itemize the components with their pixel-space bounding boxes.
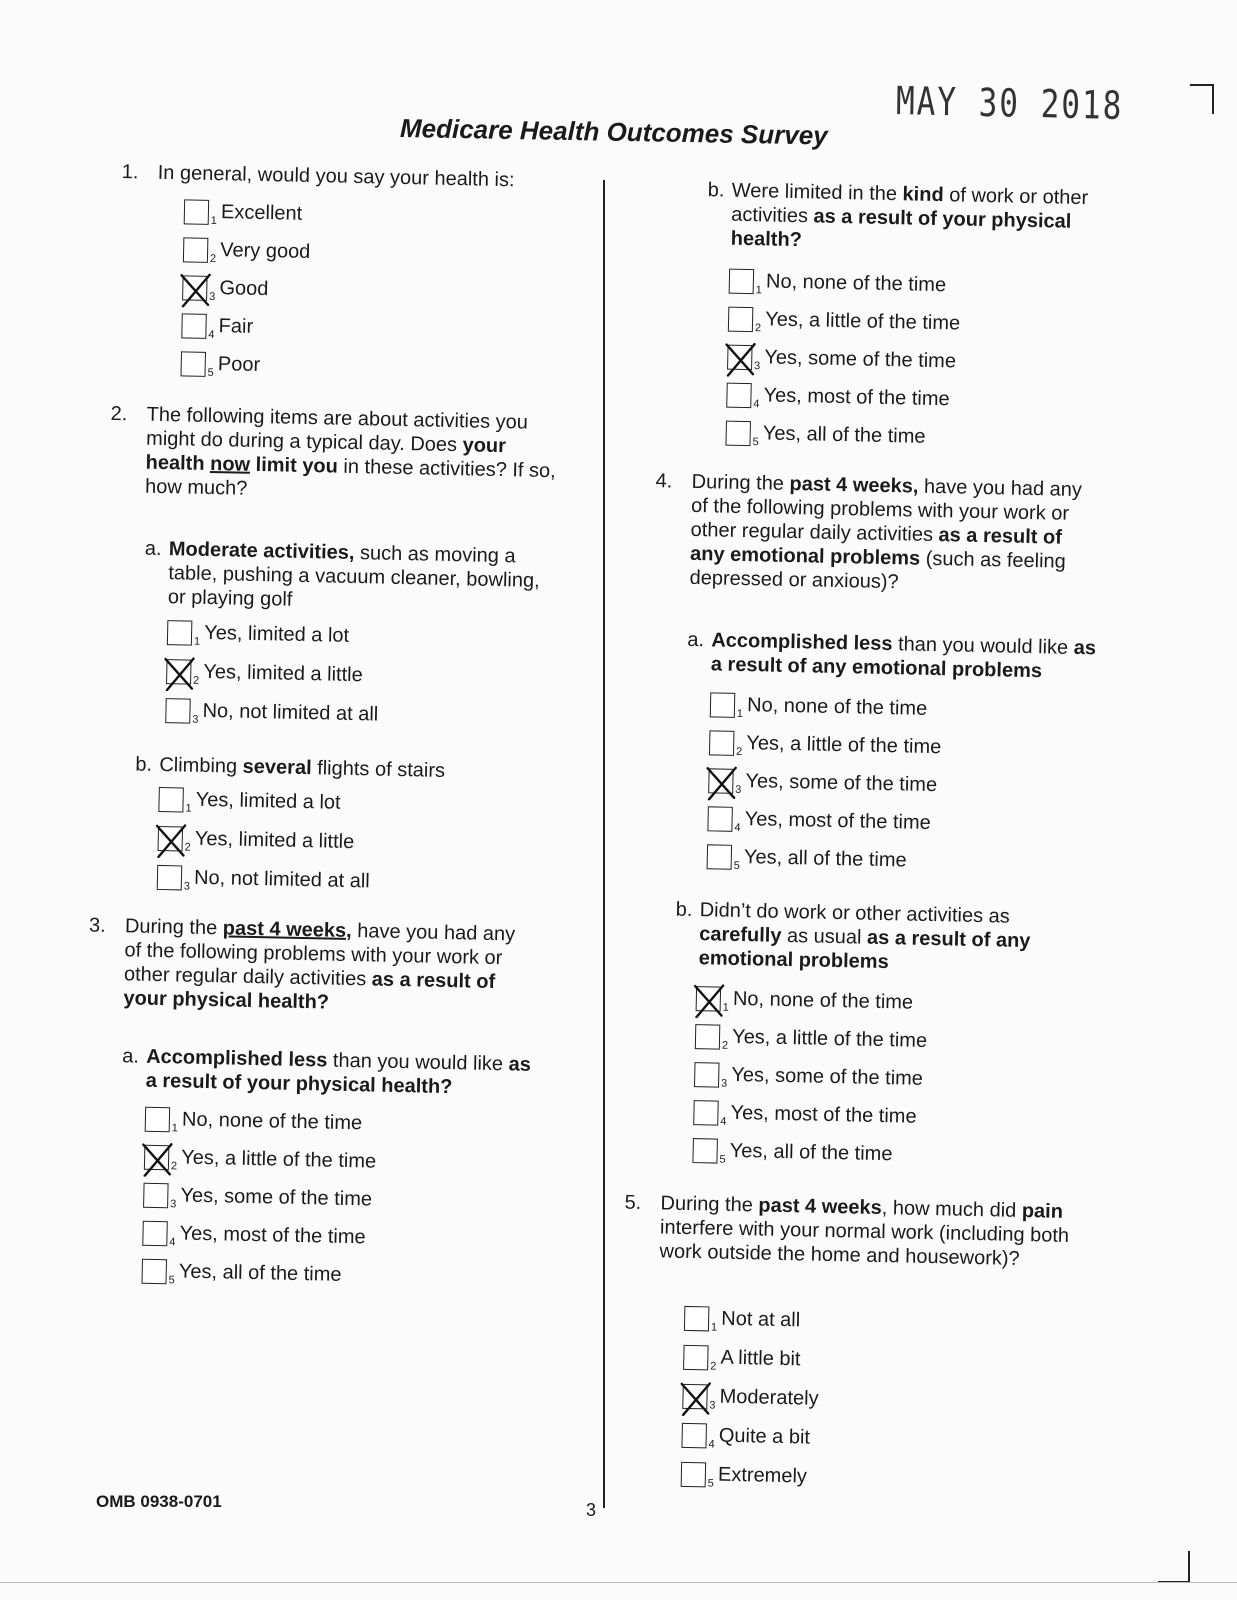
checkbox[interactable] bbox=[707, 845, 733, 871]
checkbox[interactable] bbox=[143, 1183, 169, 1209]
answer-option[interactable] bbox=[708, 766, 937, 801]
option-label: Yes, some of the time bbox=[745, 770, 938, 797]
checkbox[interactable] bbox=[157, 865, 183, 891]
question-text-bold: pain bbox=[1021, 1199, 1064, 1223]
answer-option[interactable] bbox=[184, 197, 303, 229]
option-code: 3 bbox=[209, 290, 216, 304]
option-code: 2 bbox=[754, 322, 762, 335]
option-label: Moderately bbox=[719, 1385, 819, 1410]
option-label: Yes, limited a little bbox=[203, 660, 363, 687]
subquestion-text-bold: as a result of your physical health? bbox=[145, 1053, 532, 1099]
question-number: 2. bbox=[110, 402, 128, 426]
checkbox[interactable] bbox=[182, 276, 208, 302]
option-label: Yes, most of the time bbox=[179, 1222, 366, 1249]
question-text: , how much did bbox=[881, 1197, 1023, 1222]
option-code: 5 bbox=[707, 1477, 714, 1490]
option-label: Good bbox=[219, 277, 269, 301]
option-code: 2 bbox=[735, 745, 743, 759]
answer-option[interactable] bbox=[683, 1343, 801, 1375]
subquestion-text-bold: Moderate activities, bbox=[168, 538, 355, 564]
checkbox[interactable] bbox=[709, 731, 735, 757]
answer-option[interactable] bbox=[681, 1460, 808, 1493]
answer-option[interactable] bbox=[729, 267, 947, 302]
question-3a bbox=[122, 1045, 546, 1101]
option-label: Poor bbox=[217, 353, 261, 376]
option-code: 2 bbox=[170, 1160, 178, 1173]
corner-mark-bottom-right bbox=[1158, 1551, 1190, 1583]
option-label: Yes, limited a lot bbox=[195, 788, 341, 814]
question-text-bold: past 4 weeks, bbox=[789, 472, 919, 498]
option-label: No, not limited at all bbox=[202, 699, 379, 726]
question-2b bbox=[135, 753, 539, 785]
answer-option[interactable] bbox=[157, 824, 354, 858]
option-code: 3 bbox=[170, 1198, 177, 1211]
answer-option[interactable] bbox=[182, 273, 269, 305]
answer-option[interactable] bbox=[725, 419, 925, 453]
answer-option[interactable] bbox=[694, 1060, 923, 1095]
checkbox[interactable] bbox=[694, 1062, 720, 1088]
checkbox[interactable] bbox=[727, 345, 753, 371]
answer-option[interactable] bbox=[692, 1136, 892, 1170]
option-code: 2 bbox=[710, 1360, 717, 1373]
answer-option[interactable] bbox=[183, 235, 311, 268]
handwritten-x-mark bbox=[178, 271, 216, 308]
option-code: 5 bbox=[207, 366, 214, 380]
question-number: 1. bbox=[121, 161, 139, 184]
option-label: Yes, some of the time bbox=[764, 346, 957, 373]
option-code: 3 bbox=[753, 360, 761, 373]
option-label: Yes, a little of the time bbox=[746, 732, 942, 759]
checkbox[interactable] bbox=[145, 1107, 171, 1133]
option-label: Yes, all of the time bbox=[743, 846, 907, 872]
option-label: Yes, all of the time bbox=[178, 1260, 342, 1286]
handwritten-x-mark bbox=[678, 1380, 716, 1417]
answer-option[interactable] bbox=[681, 1421, 810, 1454]
subquestion-text-bold: as a result of your physical health? bbox=[730, 205, 1072, 252]
question-text: The following items are about activities you might do during a typical day. Does bbox=[145, 403, 529, 457]
option-code: 3 bbox=[192, 713, 199, 726]
option-label: Yes, limited a little bbox=[194, 827, 355, 854]
checkbox[interactable] bbox=[166, 659, 192, 685]
answer-option[interactable] bbox=[684, 1304, 801, 1336]
checkbox[interactable] bbox=[710, 693, 736, 719]
option-code: 4 bbox=[708, 1438, 715, 1451]
option-label: Yes, a little of the time bbox=[764, 308, 961, 335]
question-text: have you had any of the following problems with your work or other regular daily activities bbox=[690, 475, 1083, 547]
subquestion-text-bold: Accomplished less bbox=[711, 629, 893, 656]
option-label: No, none of the time bbox=[765, 270, 947, 297]
option-code: 4 bbox=[734, 821, 741, 834]
subquestion-text: Didn’t do work or other activities as bbox=[699, 899, 1011, 928]
handwritten-x-mark bbox=[704, 764, 742, 801]
handwritten-x-mark bbox=[691, 982, 726, 1019]
answer-option[interactable] bbox=[157, 863, 370, 897]
option-label: Fair bbox=[218, 315, 254, 338]
option-label: A little bit bbox=[720, 1346, 801, 1371]
checkbox[interactable] bbox=[728, 307, 754, 333]
checkbox[interactable] bbox=[708, 769, 734, 795]
question-text: in these activities? If so, how much? bbox=[144, 455, 556, 500]
answer-option[interactable] bbox=[726, 381, 950, 416]
option-label: Quite a bit bbox=[718, 1424, 811, 1449]
subquestion-text: of work or other activities bbox=[731, 184, 1089, 228]
option-label: Extremely bbox=[717, 1463, 808, 1488]
option-label: Yes, most of the time bbox=[744, 808, 931, 834]
subquestion-text-bold: as a result of any emotional problems bbox=[698, 926, 1031, 974]
option-label: Yes, most of the time bbox=[763, 384, 950, 411]
subquestion-text-bold: carefully bbox=[698, 923, 782, 947]
subquestion-text-bold: Accomplished less bbox=[145, 1045, 328, 1072]
option-code: 5 bbox=[752, 436, 759, 449]
checkbox[interactable] bbox=[696, 986, 722, 1012]
checkbox[interactable] bbox=[682, 1384, 708, 1410]
date-stamp: MAY 30 2018 bbox=[895, 79, 1124, 129]
option-code: 4 bbox=[208, 328, 215, 342]
option-label: Very good bbox=[220, 239, 311, 264]
option-code: 1 bbox=[193, 635, 201, 648]
subquestion-text: than you would like bbox=[327, 1049, 509, 1076]
question-text: interfere with your normal work (including both work outside the home and housework)? bbox=[659, 1216, 1070, 1270]
answer-option[interactable] bbox=[180, 349, 260, 381]
subquestion-text: flights of stairs bbox=[311, 757, 446, 782]
question-3 bbox=[88, 914, 525, 1018]
column-divider bbox=[603, 180, 605, 1508]
question-4a bbox=[687, 628, 1102, 684]
option-code: 1 bbox=[710, 1321, 718, 1334]
question-number: 4. bbox=[655, 470, 673, 493]
checkbox[interactable] bbox=[165, 698, 191, 724]
answer-option[interactable] bbox=[709, 728, 942, 763]
corner-mark-top-right bbox=[1190, 84, 1214, 114]
option-label: No, not limited at all bbox=[193, 866, 370, 893]
checkbox[interactable] bbox=[695, 1024, 721, 1050]
option-code: 1 bbox=[171, 1122, 178, 1135]
option-code: 4 bbox=[720, 1115, 727, 1128]
subquestion-letter: b. bbox=[675, 898, 693, 921]
subquestion-text: such as moving a table, pushing a vacuum cleaner, bowling, or playing golf bbox=[167, 541, 540, 611]
answer-option[interactable] bbox=[145, 1105, 363, 1140]
checkbox[interactable] bbox=[183, 238, 209, 264]
option-code: 1 bbox=[722, 1001, 729, 1014]
answer-option[interactable] bbox=[166, 657, 363, 691]
answer-option[interactable] bbox=[695, 1022, 928, 1057]
question-text: During the bbox=[660, 1192, 759, 1217]
question-5 bbox=[624, 1191, 1070, 1272]
handwritten-x-mark bbox=[723, 341, 761, 378]
subquestion-text: than you would like bbox=[892, 633, 1074, 659]
option-code: 2 bbox=[721, 1039, 729, 1052]
question-1 bbox=[121, 161, 577, 194]
checkbox[interactable] bbox=[158, 826, 184, 852]
checkbox[interactable] bbox=[726, 383, 752, 409]
answer-option[interactable] bbox=[707, 842, 907, 876]
checkbox[interactable] bbox=[725, 421, 751, 447]
checkbox[interactable] bbox=[707, 807, 733, 833]
option-label: Excellent bbox=[220, 201, 303, 225]
question-2a bbox=[144, 537, 549, 617]
scan-edge-line bbox=[0, 1582, 1237, 1583]
answer-option[interactable] bbox=[693, 1098, 917, 1133]
option-label: Yes, some of the time bbox=[731, 1063, 924, 1090]
checkbox[interactable] bbox=[681, 1462, 707, 1488]
answer-option[interactable] bbox=[142, 1219, 366, 1254]
option-label: Yes, all of the time bbox=[762, 422, 926, 448]
option-code: 5 bbox=[168, 1274, 175, 1287]
handwritten-x-mark bbox=[162, 655, 200, 692]
question-text: In general, would you say your health is: bbox=[157, 161, 515, 192]
answer-option[interactable] bbox=[710, 690, 928, 725]
subquestion-letter: a. bbox=[122, 1045, 140, 1068]
answer-option[interactable] bbox=[141, 1257, 341, 1291]
option-label: Yes, most of the time bbox=[730, 1101, 917, 1128]
question-text-bold: as a result of any emotional problems bbox=[689, 524, 1063, 570]
page-number: 3 bbox=[586, 1500, 597, 1520]
checkbox[interactable] bbox=[692, 1138, 718, 1164]
option-code: 3 bbox=[709, 1399, 716, 1412]
option-label: Yes, some of the time bbox=[180, 1184, 373, 1211]
question-text: (such as feeling depressed or anxious)? bbox=[689, 547, 1067, 594]
option-label: Not at all bbox=[721, 1307, 801, 1332]
option-code: 1 bbox=[185, 802, 192, 815]
subquestion-letter: a. bbox=[687, 628, 705, 652]
answer-option[interactable] bbox=[144, 1143, 377, 1178]
option-label: No, none of the time bbox=[732, 987, 914, 1014]
question-text-bold: your health bbox=[145, 434, 507, 475]
checkbox[interactable] bbox=[693, 1100, 719, 1126]
question-text-underline: now bbox=[209, 452, 251, 476]
question-text: have you had any of the following problems with your work or other regular daily activities bbox=[123, 920, 516, 991]
answer-option[interactable] bbox=[165, 696, 378, 730]
option-label: Yes, a little of the time bbox=[731, 1025, 928, 1052]
option-label: Yes, all of the time bbox=[729, 1139, 893, 1166]
option-label: Yes, a little of the time bbox=[181, 1146, 377, 1173]
subquestion-text-bold: several bbox=[242, 755, 312, 780]
checkbox[interactable] bbox=[683, 1345, 709, 1371]
option-label: No, none of the time bbox=[746, 694, 928, 720]
question-text-bold: limit you bbox=[249, 453, 339, 478]
answer-option[interactable] bbox=[696, 984, 914, 1019]
subquestion-letter: b. bbox=[707, 179, 725, 202]
checkbox[interactable] bbox=[184, 200, 210, 226]
checkbox[interactable] bbox=[144, 1145, 170, 1171]
answer-option[interactable] bbox=[181, 311, 253, 342]
option-code: 4 bbox=[169, 1236, 176, 1249]
subquestion-text: Climbing bbox=[159, 753, 243, 778]
option-label: No, none of the time bbox=[181, 1108, 363, 1135]
subquestion-letter: b. bbox=[135, 753, 153, 776]
option-code: 3 bbox=[183, 880, 191, 893]
subquestion-text: Were limited in the bbox=[731, 179, 903, 206]
question-text: During the bbox=[124, 915, 224, 940]
option-code: 2 bbox=[184, 841, 191, 854]
option-code: 3 bbox=[735, 783, 742, 796]
question-number: 5. bbox=[624, 1191, 642, 1214]
question-4b bbox=[675, 898, 1089, 978]
option-code: 5 bbox=[733, 859, 740, 872]
option-code: 1 bbox=[755, 284, 762, 297]
subquestion-text-bold: as a result of any emotional problems bbox=[710, 636, 1097, 683]
question-2 bbox=[110, 402, 567, 508]
option-code: 1 bbox=[736, 707, 744, 721]
checkbox[interactable] bbox=[681, 1423, 707, 1449]
handwritten-x-mark bbox=[153, 822, 191, 859]
subquestion-letter: a. bbox=[144, 537, 162, 560]
answer-option[interactable] bbox=[143, 1181, 372, 1216]
omb-number: OMB 0938-0701 bbox=[96, 1492, 222, 1511]
left-column bbox=[3, 0, 556, 1287]
option-code: 3 bbox=[720, 1077, 728, 1090]
survey-title: Medicare Health Outcomes Survey bbox=[399, 113, 828, 151]
question-3b bbox=[707, 179, 1122, 259]
answer-option[interactable] bbox=[728, 305, 961, 340]
checkbox[interactable] bbox=[181, 314, 207, 340]
question-number: 3. bbox=[88, 914, 106, 937]
checkbox[interactable] bbox=[141, 1259, 167, 1285]
option-code: 5 bbox=[719, 1153, 726, 1166]
answer-option[interactable] bbox=[158, 785, 341, 819]
answer-option[interactable] bbox=[707, 804, 931, 839]
subquestion-text-bold: kind bbox=[902, 183, 944, 207]
checkbox[interactable] bbox=[180, 352, 206, 378]
answer-option[interactable] bbox=[682, 1382, 819, 1415]
option-code: 4 bbox=[753, 398, 760, 411]
question-4 bbox=[655, 470, 1091, 598]
question-text: During the bbox=[691, 470, 790, 495]
question-text-bold: as a result of your physical health? bbox=[123, 968, 496, 1014]
checkbox[interactable] bbox=[729, 269, 755, 295]
checkbox[interactable] bbox=[158, 787, 184, 813]
handwritten-x-mark bbox=[140, 1141, 178, 1178]
question-text-underline: past 4 weeks, bbox=[222, 917, 352, 943]
option-code: 2 bbox=[192, 674, 200, 687]
answer-option[interactable] bbox=[167, 618, 350, 652]
checkbox[interactable] bbox=[167, 620, 193, 646]
checkbox[interactable] bbox=[684, 1306, 710, 1332]
answer-option[interactable] bbox=[727, 343, 956, 378]
checkbox[interactable] bbox=[142, 1221, 168, 1247]
option-label: Yes, limited a lot bbox=[204, 621, 350, 647]
subquestion-text: as usual bbox=[781, 924, 868, 949]
question-text-bold: past 4 weeks bbox=[758, 1194, 883, 1220]
option-code: 2 bbox=[209, 252, 217, 266]
option-code: 1 bbox=[210, 214, 217, 228]
